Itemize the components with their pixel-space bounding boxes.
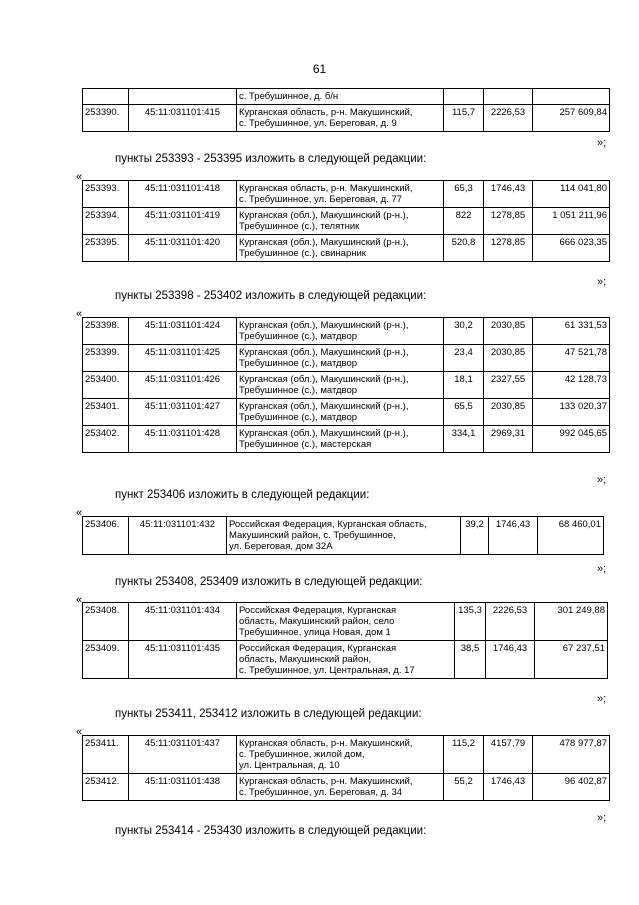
item-number-cell: 253395. <box>83 235 129 262</box>
address-line: с. Требушинное, ул. Береговая, д. 77 <box>239 194 403 205</box>
address-line: область, Макушинский район, <box>239 654 372 665</box>
address-cell <box>237 426 444 453</box>
address-line: Курганская (обл.), Макушинский (р-н.), <box>239 347 409 358</box>
address-line: Курганская область, р-н. Макушинский, <box>239 183 413 194</box>
registry-table <box>82 735 610 801</box>
unit-value-cell: 1746,43 <box>486 641 535 679</box>
item-number-cell: 253400. <box>83 372 129 399</box>
unit-value-cell: 1746,43 <box>484 181 533 208</box>
address-cell <box>237 181 444 208</box>
table-row <box>83 399 610 426</box>
address-line: Требушинное (с.), телятник <box>239 221 360 232</box>
cadastral-value-cell: 47 521,78 <box>533 345 610 372</box>
cadastral-value-cell: 666 023,35 <box>533 235 610 262</box>
quote-close: »; <box>597 137 607 149</box>
item-number-cell: 253401. <box>83 399 129 426</box>
address-line: ул. Береговая, дом 32А <box>229 541 333 552</box>
item-number-cell: 253406. <box>83 517 129 555</box>
table-row <box>83 208 610 235</box>
table-row <box>83 641 608 679</box>
area-cell: 135,3 <box>455 603 486 641</box>
address-line: Требушинное (с.), матдвор <box>239 412 358 423</box>
area-cell: 23,4 <box>444 345 484 372</box>
quote-close: »; <box>597 693 607 705</box>
item-number-cell: 253390. <box>83 105 129 132</box>
cadastral-number-cell: 45:11:031101:428 <box>129 426 237 453</box>
unit-value-cell: 1278,85 <box>484 235 533 262</box>
address-line: Курганская (обл.), Макушинский (р-н.), <box>239 374 409 385</box>
cadastral-number-cell: 45:11:031101:434 <box>129 603 237 641</box>
unit-value-cell: 1278,85 <box>484 208 533 235</box>
item-number-cell: 253408. <box>83 603 129 641</box>
cadastral-value-cell: 257 609,84 <box>533 105 610 132</box>
item-number-cell: 253399. <box>83 345 129 372</box>
page-number: 61 <box>312 62 327 76</box>
section-intro: пункты 253408, 253409 изложить в следующей редакции: <box>115 576 423 588</box>
cadastral-value-cell: 42 128,73 <box>533 372 610 399</box>
cadastral-value-cell: 114 041,80 <box>533 181 610 208</box>
address-cell <box>237 372 444 399</box>
address-line: область, Макушинский район, село <box>239 616 395 627</box>
registry-table <box>82 88 610 132</box>
area-cell: 55,2 <box>444 774 484 801</box>
address-cell <box>237 603 455 641</box>
table-row <box>83 517 604 555</box>
area-cell: 18,1 <box>444 372 484 399</box>
cadastral-value-cell <box>533 89 610 105</box>
item-number-cell: 253394. <box>83 208 129 235</box>
cadastral-number-cell: 45:11:031101:424 <box>129 318 237 345</box>
address-line: Курганская (обл.), Макушинский (р-н.), <box>239 210 409 221</box>
unit-value-cell: 2226,53 <box>486 603 535 641</box>
area-cell: 334,1 <box>444 426 484 453</box>
table-row <box>83 181 610 208</box>
unit-value-cell <box>484 89 533 105</box>
table-row <box>83 736 610 774</box>
address-line: с. Требушинное, д. б/н <box>239 91 339 102</box>
address-line: Макушинский район, с. Требушинное, <box>229 530 396 541</box>
cadastral-number-cell: 45:11:031101:415 <box>129 105 237 132</box>
section-intro: пункты 253411, 253412 изложить в следующей редакции: <box>115 708 422 720</box>
cadastral-value-cell: 301 249,88 <box>535 603 608 641</box>
registry-table <box>82 180 610 262</box>
item-number-cell: 253398. <box>83 318 129 345</box>
cadastral-value-cell: 61 331,53 <box>533 318 610 345</box>
table-row <box>83 774 610 801</box>
item-number-cell: 253402. <box>83 426 129 453</box>
address-cell <box>237 318 444 345</box>
area-cell: 115,7 <box>444 105 484 132</box>
quote-close: »; <box>597 812 607 824</box>
cadastral-number-cell: 45:11:031101:427 <box>129 399 237 426</box>
address-line: Требушинное (с.), мастерская <box>239 439 372 450</box>
address-line: Требушинное (с.), матдвор <box>239 331 358 342</box>
registry-table <box>82 317 610 453</box>
item-number-cell <box>83 89 129 105</box>
address-cell <box>237 105 444 132</box>
address-line: Курганская область, р-н. Макушинский, <box>239 738 413 749</box>
address-line: Российская Федерация, Курганская <box>239 605 397 616</box>
area-cell: 30,2 <box>444 318 484 345</box>
registry-table <box>82 516 604 555</box>
address-cell <box>237 89 444 105</box>
cadastral-number-cell: 45:11:031101:419 <box>129 208 237 235</box>
cadastral-number-cell: 45:11:031101:432 <box>129 517 227 555</box>
quote-open: « <box>76 594 83 606</box>
area-cell: 65,3 <box>444 181 484 208</box>
address-cell <box>237 399 444 426</box>
address-cell <box>227 517 461 555</box>
address-line: Российская Федерация, Курганская область, <box>229 519 427 530</box>
section-intro: пункт 253406 изложить в следующей редакции: <box>115 489 370 501</box>
cadastral-number-cell: 45:11:031101:418 <box>129 181 237 208</box>
item-number-cell: 253393. <box>83 181 129 208</box>
section-intro: пункты 253414 - 253430 изложить в следующей редакции: <box>115 825 427 837</box>
area-cell <box>444 89 484 105</box>
quote-close: »; <box>597 276 607 288</box>
address-line: с. Требушинное, ул. Береговая, д. 34 <box>239 787 403 798</box>
address-line: Требушинное (с.), матдвор <box>239 385 358 396</box>
unit-value-cell: 2226,53 <box>484 105 533 132</box>
area-cell: 65,5 <box>444 399 484 426</box>
address-line: с. Требушинное, жилой дом, <box>239 749 365 760</box>
quote-close: »; <box>597 563 607 575</box>
cadastral-number-cell: 45:11:031101:425 <box>129 345 237 372</box>
address-cell <box>237 736 444 774</box>
item-number-cell: 253412. <box>83 774 129 801</box>
address-line: Курганская (обл.), Макушинский (р-н.), <box>239 237 409 248</box>
cadastral-value-cell: 478 977,87 <box>533 736 610 774</box>
area-cell: 520,8 <box>444 235 484 262</box>
cadastral-number-cell: 45:11:031101:435 <box>129 641 237 679</box>
cadastral-value-cell: 68 460,01 <box>538 517 604 555</box>
quote-open: « <box>76 308 83 320</box>
address-line: Российская Федерация, Курганская <box>239 643 397 654</box>
unit-value-cell: 1746,43 <box>484 774 533 801</box>
item-number-cell: 253409. <box>83 641 129 679</box>
unit-value-cell: 2030,85 <box>484 345 533 372</box>
section-intro: пункты 253393 - 253395 изложить в следующей редакции: <box>115 153 427 165</box>
address-line: ул. Центральная, д. 10 <box>239 760 340 771</box>
quote-open: « <box>76 507 83 519</box>
address-line: Курганская (обл.), Макушинский (р-н.), <box>239 320 409 331</box>
table-row <box>83 372 610 399</box>
unit-value-cell: 2969,31 <box>484 426 533 453</box>
registry-table <box>82 602 608 679</box>
area-cell: 822 <box>444 208 484 235</box>
address-line: Требушинное (с.), свинарник <box>239 248 366 259</box>
table-row <box>83 235 610 262</box>
unit-value-cell: 2327,55 <box>484 372 533 399</box>
cadastral-number-cell: 45:11:031101:438 <box>129 774 237 801</box>
item-number-cell: 253411. <box>83 736 129 774</box>
table-row <box>83 89 610 105</box>
section-intro: пункты 253398 - 253402 изложить в следующей редакции: <box>115 290 427 302</box>
address-line: Курганская область, р-н. Макушинский, <box>239 776 413 787</box>
address-cell <box>237 641 455 679</box>
area-cell: 115,2 <box>444 736 484 774</box>
cadastral-number-cell: 45:11:031101:420 <box>129 235 237 262</box>
address-cell <box>237 345 444 372</box>
address-line: Требушинное (с.), матдвор <box>239 358 358 369</box>
area-cell: 38,5 <box>455 641 486 679</box>
address-line: с. Требушинное, ул. Центральная, д. 17 <box>239 665 415 676</box>
table-row <box>83 318 610 345</box>
quote-open: « <box>76 171 83 183</box>
cadastral-number-cell: 45:11:031101:426 <box>129 372 237 399</box>
table-row <box>83 345 610 372</box>
unit-value-cell: 2030,85 <box>484 399 533 426</box>
cadastral-value-cell: 133 020,37 <box>533 399 610 426</box>
address-cell <box>237 774 444 801</box>
address-line: Курганская область, р-н. Макушинский, <box>239 107 413 118</box>
quote-close: »; <box>597 474 607 486</box>
unit-value-cell: 1746,43 <box>489 517 538 555</box>
address-line: Курганская (обл.), Макушинский (р-н.), <box>239 428 409 439</box>
address-line: Курганская (обл.), Макушинский (р-н.), <box>239 401 409 412</box>
table-row <box>83 426 610 453</box>
table-row <box>83 105 610 132</box>
cadastral-value-cell: 1 051 211,96 <box>533 208 610 235</box>
area-cell: 39,2 <box>461 517 489 555</box>
cadastral-value-cell: 992 045,65 <box>533 426 610 453</box>
cadastral-number-cell <box>129 89 237 105</box>
address-line: с. Требушинное, ул. Береговая, д. 9 <box>239 118 397 129</box>
address-cell <box>237 208 444 235</box>
address-line: Требушинное, улица Новая, дом 1 <box>239 627 391 638</box>
cadastral-value-cell: 67 237,51 <box>535 641 608 679</box>
cadastral-value-cell: 96 402,87 <box>533 774 610 801</box>
quote-open: « <box>76 726 83 738</box>
unit-value-cell: 2030,85 <box>484 318 533 345</box>
address-cell <box>237 235 444 262</box>
cadastral-number-cell: 45:11:031101:437 <box>129 736 237 774</box>
table-row <box>83 603 608 641</box>
unit-value-cell: 4157,79 <box>484 736 533 774</box>
